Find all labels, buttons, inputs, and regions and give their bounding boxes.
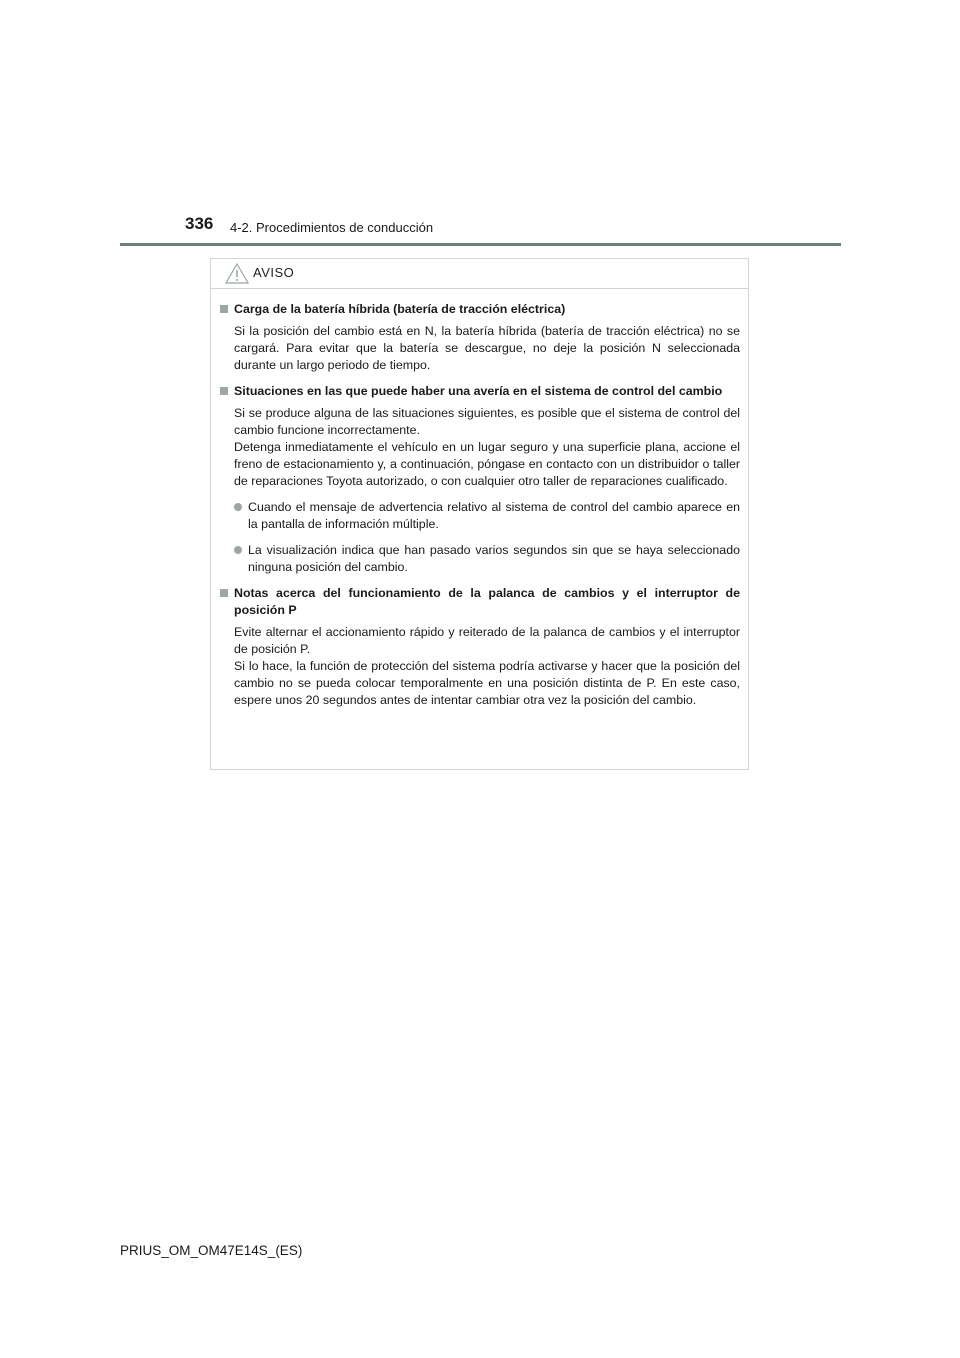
sub-item: Cuando el mensaje de advertencia relativo al sistema de control del cambio aparece en la pantalla de información múltiple. [219, 499, 740, 533]
warning-header [211, 259, 748, 289]
item-heading: Carga de la batería híbrida (batería de tracción eléctrica) [219, 301, 740, 318]
item-paragraph: Evite alternar el accionamiento rápido y reiterado de la palanca de cambios y el interruptor de posición P. Si lo hace, la función de protección del sistema podría activarse y hacer que la posición del cambio no se pueda colocar temporalmente en una posición distinta de P. En este caso, espere unos 20 segundos antes de intentar cambiar otra vez la posición del cambio. [234, 625, 740, 707]
warning-body [211, 289, 748, 709]
item-heading: Situaciones en las que puede haber una avería en el sistema de control del cambio [219, 383, 740, 400]
warning-triangle-icon [225, 263, 249, 289]
header-rule [120, 243, 841, 246]
section-title: 4-2. Procedimientos de conducción [230, 220, 434, 235]
warning-label: AVISO [253, 265, 295, 280]
warning-box [210, 258, 749, 770]
item-heading: Notas acerca del funcionamiento de la palanca de cambios y el interruptor de posición P [219, 585, 740, 619]
page-number: 336 [185, 214, 214, 233]
circle-bullet-icon [234, 503, 242, 511]
square-bullet-icon [220, 589, 228, 597]
square-bullet-icon [220, 305, 228, 313]
square-bullet-icon [220, 387, 228, 395]
footer-doc-code: PRIUS_OM_OM47E14S_(ES) [120, 1243, 303, 1258]
item-paragraph: Si se produce alguna de las situaciones siguientes, es posible que el sistema de control del cambio funcione incorrectamente. Detenga inmediatamente el vehículo en un lugar seguro y una superficie plana, accione el freno de estacionamiento y, a continuación, póngase en contacto con un distribuidor o taller de reparaciones Toyota autorizado, o con cualquier otro taller de reparaciones cualificado. [234, 406, 740, 488]
sub-item: La visualización indica que han pasado varios segundos sin que se haya seleccionado ninguna posición del cambio. [219, 542, 740, 576]
item-paragraph: Si la posición del cambio está en N, la batería híbrida (batería de tracción eléctrica) no se cargará. Para evitar que la batería se descargue, no deje la posición N seleccionada durante un largo periodo de tiempo. [234, 324, 740, 372]
circle-bullet-icon [234, 546, 242, 554]
